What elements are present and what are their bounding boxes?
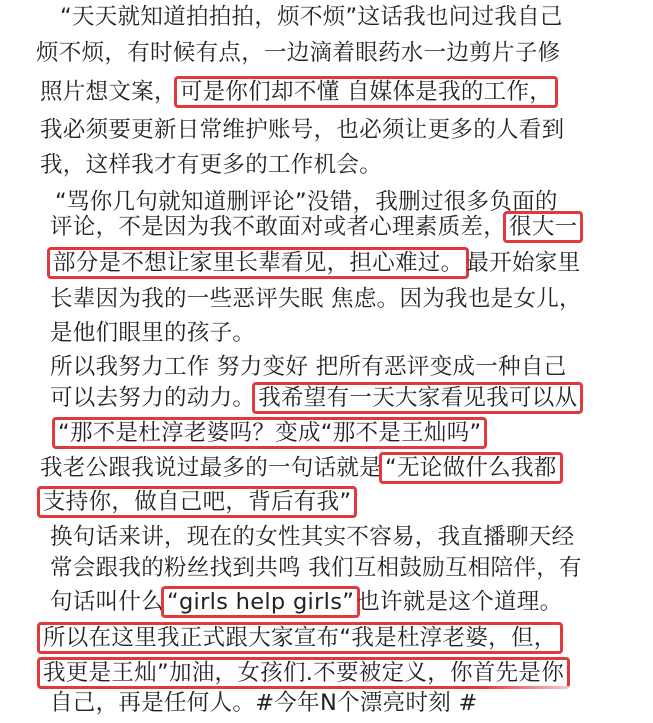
text-segment: 自己，再是任何人。#今年N个漂亮时刻 #	[50, 690, 478, 716]
highlighted-phrase: “无论做什么我都	[379, 452, 563, 484]
text-line	[60, 0, 563, 34]
text-segment: 所以我努力工作 努力变好 把所有恶评变成一种自己	[50, 354, 567, 380]
highlighted-phrase: 支持你，做自己吧，背后有我”	[37, 486, 357, 518]
text-segment: 也许就是这个道理。	[357, 589, 563, 615]
text-line	[36, 36, 560, 70]
text-segment: 可以去努力的动力。	[50, 385, 256, 411]
highlighted-phrase: 很大一	[503, 211, 583, 243]
text-segment: “天天就知道拍拍拍，烦不烦”这话我也问过我自己	[60, 4, 563, 30]
highlighted-phrase: 我更是王灿”加油，女孩们.不要被定义，你首先是你	[37, 657, 570, 689]
text-segment: 评论，不是因为我不敢面对或者心理素质差，	[50, 214, 507, 240]
highlighted-phrase: 所以在这里我正式跟大家宣布“我是杜淳老婆，但，	[37, 622, 563, 654]
text-line	[50, 520, 574, 554]
text-line	[40, 656, 567, 690]
text-segment: 是他们眼里的孩子。	[50, 320, 256, 346]
text-line	[55, 416, 484, 450]
text-line	[50, 316, 255, 350]
text-segment: 我老公跟我说过最多的一句话就是	[40, 455, 383, 481]
text-line	[40, 451, 560, 485]
text-segment: 烦不烦，有时候有点，一边滴着眼药水一边剪片子修	[36, 40, 561, 66]
text-line	[50, 350, 567, 384]
text-segment: 我，这样我才有更多的工作机会。	[40, 152, 383, 178]
text-line	[40, 148, 382, 182]
text-segment: 长辈因为我的一些恶评失眠 焦虑。因为我也是女儿，	[50, 286, 582, 312]
text-line	[50, 551, 582, 585]
text-segment: 我必须要更新日常维护账号，也必须让更多的人看到	[40, 117, 565, 143]
text-line	[50, 210, 580, 244]
text-segment: 换句话来讲，现在的女性其实不容易，我直播聊天经	[50, 524, 575, 550]
text-line	[40, 113, 564, 147]
highlighted-phrase: “girls help girls”	[161, 586, 360, 618]
text-segment: “骂你几句就知道删评论”没错，我删过很多负面的	[55, 189, 558, 215]
text-line	[40, 621, 560, 655]
text-segment: 照片想文案，	[40, 79, 177, 105]
text-line	[40, 485, 354, 519]
text-line	[50, 282, 582, 316]
text-line	[40, 75, 555, 109]
text-line	[50, 585, 562, 619]
text-segment: 最开始家里	[466, 250, 581, 276]
highlighted-phrase: 我希望有一天大家看见我可以从	[252, 382, 583, 414]
highlighted-phrase: “那不是杜淳老婆吗？变成“那不是王灿吗”	[52, 417, 487, 449]
highlighted-phrase: 部分是不想让家里长辈看见，担心难过。	[47, 247, 469, 279]
bottom-fade-overlay	[483, 686, 653, 723]
text-segment: 句话叫什么	[50, 589, 165, 615]
highlighted-phrase: 可是你们却不懂 自媒体是我的工作，	[174, 76, 558, 108]
text-line	[50, 686, 478, 720]
text-segment: 常会跟我的粉丝找到共鸣 我们互相鼓励互相陪伴，有	[50, 555, 582, 581]
text-line	[50, 246, 580, 280]
text-line	[50, 381, 580, 415]
